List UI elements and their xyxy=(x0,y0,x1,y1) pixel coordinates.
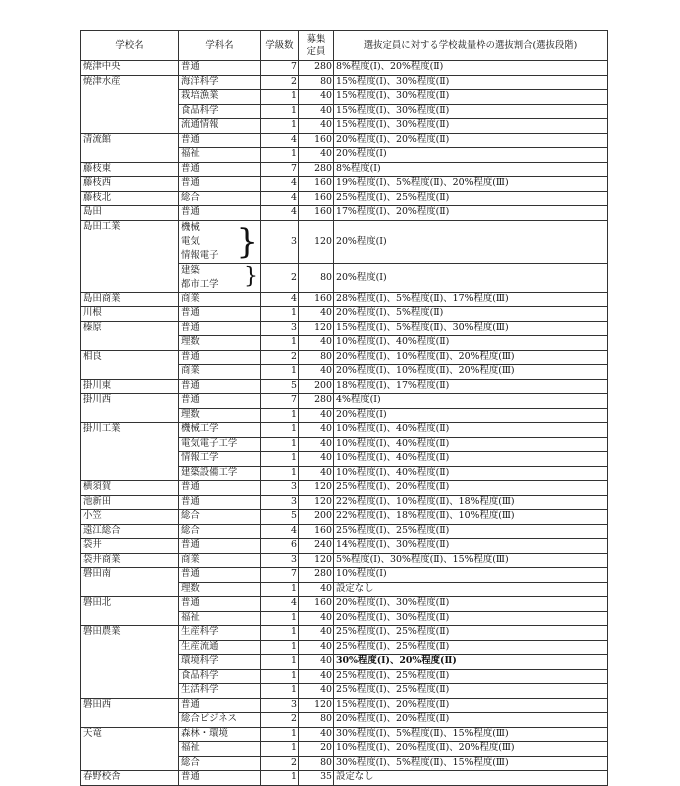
class-count: 4 xyxy=(261,191,299,206)
school-name xyxy=(81,437,179,452)
quota: 40 xyxy=(299,423,334,438)
school-name xyxy=(81,756,179,771)
table-row xyxy=(81,742,608,757)
school-name: 磐田農業 xyxy=(81,626,179,641)
quota: 40 xyxy=(299,119,334,134)
class-count: 4 xyxy=(261,524,299,539)
class-count: 3 xyxy=(261,698,299,713)
quota: 40 xyxy=(299,408,334,423)
table-row xyxy=(81,263,608,292)
class-count: 1 xyxy=(261,90,299,105)
dept-name: 情報電子 xyxy=(181,249,219,261)
header-school: 学校名 xyxy=(81,31,179,61)
table-row xyxy=(81,510,608,525)
rate: 25%程度(Ⅰ)、25%程度(Ⅱ) xyxy=(334,626,608,641)
class-count: 1 xyxy=(261,771,299,786)
school-name: 島田商業 xyxy=(81,292,179,307)
table-row xyxy=(81,119,608,134)
class-count: 1 xyxy=(261,307,299,322)
table-body-bottom xyxy=(81,292,608,785)
quota: 160 xyxy=(299,597,334,612)
rate: 30%程度(Ⅰ)、5%程度(Ⅱ)、15%程度(Ⅲ) xyxy=(334,727,608,742)
quota: 80 xyxy=(299,263,334,292)
rate: 25%程度(Ⅰ)、25%程度(Ⅱ) xyxy=(334,524,608,539)
quota: 40 xyxy=(299,582,334,597)
table-row xyxy=(81,568,608,583)
dept-name: 総合ビジネス xyxy=(179,713,261,728)
dept-group-a xyxy=(179,220,261,263)
dept-name: 商業 xyxy=(179,365,261,380)
school-name: 池新田 xyxy=(81,495,179,510)
header-quota: 募集 定員 xyxy=(299,31,334,61)
table-row xyxy=(81,771,608,786)
rate: 25%程度(Ⅰ)、25%程度(Ⅱ) xyxy=(334,669,608,684)
quota: 40 xyxy=(299,466,334,481)
table-row xyxy=(81,336,608,351)
table-row xyxy=(81,597,608,612)
school-name: 島田工業 xyxy=(81,220,179,263)
dept-name: 栽培漁業 xyxy=(179,90,261,105)
rate: 30%程度(Ⅰ)、5%程度(Ⅱ)、15%程度(Ⅲ) xyxy=(334,756,608,771)
quota: 40 xyxy=(299,727,334,742)
quota: 40 xyxy=(299,684,334,699)
rate: 25%程度(Ⅰ)、25%程度(Ⅱ) xyxy=(334,191,608,206)
table-row xyxy=(81,162,608,177)
class-count: 1 xyxy=(261,611,299,626)
rate: 28%程度(Ⅰ)、5%程度(Ⅱ)、17%程度(Ⅲ) xyxy=(334,292,608,307)
class-count: 4 xyxy=(261,292,299,307)
rate: 設定なし xyxy=(334,771,608,786)
table-row xyxy=(81,495,608,510)
table-row xyxy=(81,698,608,713)
quota: 120 xyxy=(299,698,334,713)
class-count: 1 xyxy=(261,452,299,467)
table-row xyxy=(81,350,608,365)
quota: 200 xyxy=(299,510,334,525)
quota: 280 xyxy=(299,61,334,76)
class-count: 3 xyxy=(261,321,299,336)
rate: 15%程度(Ⅰ)、5%程度(Ⅱ)、30%程度(Ⅲ) xyxy=(334,321,608,336)
quota: 280 xyxy=(299,394,334,409)
rate: 10%程度(Ⅰ)、40%程度(Ⅱ) xyxy=(334,452,608,467)
rate: 20%程度(Ⅰ)、30%程度(Ⅱ) xyxy=(334,597,608,612)
school-name xyxy=(81,582,179,597)
table-row xyxy=(81,292,608,307)
dept-name: 食品科学 xyxy=(179,104,261,119)
rate: 25%程度(Ⅰ)、25%程度(Ⅱ) xyxy=(334,640,608,655)
table-row xyxy=(81,727,608,742)
dept-name: 普通 xyxy=(179,350,261,365)
table-row xyxy=(81,191,608,206)
rate: 20%程度(Ⅰ)、20%程度(Ⅱ) xyxy=(334,133,608,148)
dept-name: 食品科学 xyxy=(179,669,261,684)
dept-name: 総合 xyxy=(179,756,261,771)
class-count: 7 xyxy=(261,61,299,76)
rate: 15%程度(Ⅰ)、20%程度(Ⅱ) xyxy=(334,698,608,713)
table-row xyxy=(81,611,608,626)
header-classes: 学級数 xyxy=(261,31,299,61)
dept-name: 普通 xyxy=(179,698,261,713)
dept-name: 普通 xyxy=(179,597,261,612)
quota: 160 xyxy=(299,524,334,539)
class-count: 1 xyxy=(261,466,299,481)
rate: 5%程度(Ⅰ)、30%程度(Ⅱ)、15%程度(Ⅲ) xyxy=(334,553,608,568)
dept-name: 流通情報 xyxy=(179,119,261,134)
class-count: 6 xyxy=(261,539,299,554)
dept-name: 機械 xyxy=(181,221,200,233)
class-count: 1 xyxy=(261,655,299,670)
table-row xyxy=(81,669,608,684)
quota: 160 xyxy=(299,133,334,148)
rate: 20%程度(Ⅰ)、30%程度(Ⅱ) xyxy=(334,611,608,626)
quota: 160 xyxy=(299,206,334,221)
rate: 15%程度(Ⅰ)、30%程度(Ⅱ) xyxy=(334,119,608,134)
school-name: 袋井商業 xyxy=(81,553,179,568)
school-name xyxy=(81,669,179,684)
class-count: 4 xyxy=(261,206,299,221)
table-row xyxy=(81,452,608,467)
rate: 30%程度(Ⅰ)、20%程度(Ⅱ) xyxy=(334,655,608,670)
table-row xyxy=(81,713,608,728)
class-count: 7 xyxy=(261,568,299,583)
rate: 19%程度(Ⅰ)、5%程度(Ⅱ)、20%程度(Ⅲ) xyxy=(334,177,608,192)
school-name: 相良 xyxy=(81,350,179,365)
class-count: 1 xyxy=(261,119,299,134)
rate: 15%程度(Ⅰ)、30%程度(Ⅱ) xyxy=(334,75,608,90)
table-row xyxy=(81,539,608,554)
dept-name: 生産流通 xyxy=(179,640,261,655)
class-count: 2 xyxy=(261,756,299,771)
table-row xyxy=(81,640,608,655)
rate: 22%程度(Ⅰ)、10%程度(Ⅱ)、18%程度(Ⅲ) xyxy=(334,495,608,510)
table-row xyxy=(81,408,608,423)
table-row xyxy=(81,90,608,105)
class-count: 4 xyxy=(261,133,299,148)
school-name xyxy=(81,713,179,728)
rate: 20%程度(Ⅰ) xyxy=(334,263,608,292)
dept-name: 森林・環境 xyxy=(179,727,261,742)
table-row xyxy=(81,148,608,163)
class-count: 2 xyxy=(261,350,299,365)
school-name: 島田 xyxy=(81,206,179,221)
rate: 20%程度(Ⅰ)、10%程度(Ⅱ)、20%程度(Ⅲ) xyxy=(334,365,608,380)
dept-name: 普通 xyxy=(179,177,261,192)
class-count: 1 xyxy=(261,365,299,380)
table-row xyxy=(81,437,608,452)
rate: 10%程度(Ⅰ) xyxy=(334,568,608,583)
dept-name: 情報工学 xyxy=(179,452,261,467)
dept-name: 生産科学 xyxy=(179,626,261,641)
dept-name: 商業 xyxy=(179,553,261,568)
table-row xyxy=(81,365,608,380)
school-name: 焼津水産 xyxy=(81,75,179,90)
table-body-top xyxy=(81,61,608,221)
quota: 35 xyxy=(299,771,334,786)
quota: 80 xyxy=(299,350,334,365)
quota: 40 xyxy=(299,655,334,670)
right-brace-icon: } xyxy=(236,221,258,262)
school-name xyxy=(81,90,179,105)
rate: 設定なし xyxy=(334,582,608,597)
dept-name: 電気電子工学 xyxy=(179,437,261,452)
table-row xyxy=(81,423,608,438)
quota: 20 xyxy=(299,742,334,757)
dept-name: 普通 xyxy=(179,162,261,177)
rate: 17%程度(Ⅰ)、20%程度(Ⅱ) xyxy=(334,206,608,221)
class-count: 1 xyxy=(261,640,299,655)
dept-name: 普通 xyxy=(179,481,261,496)
table-row xyxy=(81,206,608,221)
dept-name: 普通 xyxy=(179,568,261,583)
class-count: 1 xyxy=(261,423,299,438)
quota: 40 xyxy=(299,365,334,380)
class-count: 7 xyxy=(261,394,299,409)
rate: 18%程度(Ⅰ)、17%程度(Ⅱ) xyxy=(334,379,608,394)
table-row xyxy=(81,655,608,670)
class-count: 5 xyxy=(261,510,299,525)
class-count: 1 xyxy=(261,437,299,452)
quota: 280 xyxy=(299,162,334,177)
table-row xyxy=(81,582,608,597)
school-name: 掛川西 xyxy=(81,394,179,409)
quota: 280 xyxy=(299,568,334,583)
class-count: 2 xyxy=(261,713,299,728)
rate: 22%程度(Ⅰ)、18%程度(Ⅱ)、10%程度(Ⅲ) xyxy=(334,510,608,525)
dept-name: 建築 xyxy=(181,264,200,276)
quota: 80 xyxy=(299,756,334,771)
dept-name: 環境科学 xyxy=(179,655,261,670)
class-count: 1 xyxy=(261,669,299,684)
header-dept: 学科名 xyxy=(179,31,261,61)
table-row xyxy=(81,220,608,263)
table-row xyxy=(81,177,608,192)
table-row xyxy=(81,133,608,148)
shimada-kogyo-block xyxy=(81,220,608,292)
selection-ratio-table xyxy=(80,30,608,786)
rate: 8%程度(Ⅰ)、20%程度(Ⅱ) xyxy=(334,61,608,76)
rate: 20%程度(Ⅰ) xyxy=(334,220,608,263)
quota: 160 xyxy=(299,177,334,192)
school-name: 袋井 xyxy=(81,539,179,554)
dept-name: 普通 xyxy=(179,394,261,409)
rate: 20%程度(Ⅰ) xyxy=(334,408,608,423)
table-row xyxy=(81,321,608,336)
quota: 160 xyxy=(299,292,334,307)
rate: 20%程度(Ⅰ)、20%程度(Ⅱ) xyxy=(334,713,608,728)
rate: 20%程度(Ⅰ) xyxy=(334,148,608,163)
table-row xyxy=(81,466,608,481)
class-count: 1 xyxy=(261,727,299,742)
school-name xyxy=(81,640,179,655)
rate: 15%程度(Ⅰ)、30%程度(Ⅱ) xyxy=(334,104,608,119)
school-name xyxy=(81,611,179,626)
class-count: 1 xyxy=(261,742,299,757)
rate: 10%程度(Ⅰ)、20%程度(Ⅱ)、20%程度(Ⅲ) xyxy=(334,742,608,757)
class-count: 2 xyxy=(261,263,299,292)
dept-name: 普通 xyxy=(179,61,261,76)
school-name xyxy=(81,104,179,119)
school-name: 掛川東 xyxy=(81,379,179,394)
rate: 20%程度(Ⅰ)、5%程度(Ⅱ) xyxy=(334,307,608,322)
quota: 120 xyxy=(299,495,334,510)
header-row xyxy=(81,31,608,61)
rate: 10%程度(Ⅰ)、40%程度(Ⅱ) xyxy=(334,423,608,438)
class-count: 3 xyxy=(261,553,299,568)
class-count: 5 xyxy=(261,379,299,394)
quota: 240 xyxy=(299,539,334,554)
school-name xyxy=(81,466,179,481)
dept-name: 電気 xyxy=(181,235,200,247)
dept-name: 総合 xyxy=(179,191,261,206)
dept-name: 都市工学 xyxy=(181,278,219,290)
dept-name: 機械工学 xyxy=(179,423,261,438)
school-name: 藤枝東 xyxy=(81,162,179,177)
quota: 40 xyxy=(299,611,334,626)
quota: 80 xyxy=(299,713,334,728)
school-name xyxy=(81,148,179,163)
rate: 8%程度(Ⅰ) xyxy=(334,162,608,177)
school-name: 焼津中央 xyxy=(81,61,179,76)
table-row xyxy=(81,61,608,76)
rate: 4%程度(Ⅰ) xyxy=(334,394,608,409)
school-name: 磐田南 xyxy=(81,568,179,583)
dept-name: 理数 xyxy=(179,582,261,597)
quota: 40 xyxy=(299,336,334,351)
rate: 25%程度(Ⅰ)、25%程度(Ⅱ) xyxy=(334,684,608,699)
dept-name: 福祉 xyxy=(179,742,261,757)
dept-name: 普通 xyxy=(179,379,261,394)
school-name xyxy=(81,655,179,670)
quota: 80 xyxy=(299,75,334,90)
quota: 40 xyxy=(299,148,334,163)
school-name: 川根 xyxy=(81,307,179,322)
quota: 200 xyxy=(299,379,334,394)
class-count: 1 xyxy=(261,684,299,699)
rate: 20%程度(Ⅰ)、10%程度(Ⅱ)、20%程度(Ⅲ) xyxy=(334,350,608,365)
rate: 15%程度(Ⅰ)、30%程度(Ⅱ) xyxy=(334,90,608,105)
class-count: 1 xyxy=(261,582,299,597)
school-name xyxy=(81,452,179,467)
table-row xyxy=(81,481,608,496)
rate: 10%程度(Ⅰ)、40%程度(Ⅱ) xyxy=(334,466,608,481)
dept-name: 商業 xyxy=(179,292,261,307)
class-count: 2 xyxy=(261,75,299,90)
table-row xyxy=(81,379,608,394)
rate: 10%程度(Ⅰ)、40%程度(Ⅱ) xyxy=(334,336,608,351)
quota: 40 xyxy=(299,104,334,119)
class-count: 1 xyxy=(261,148,299,163)
dept-name: 普通 xyxy=(179,206,261,221)
header-rate: 選抜定員に対する学校裁量枠の選抜割合(選抜段階) xyxy=(334,31,608,61)
class-count: 1 xyxy=(261,626,299,641)
class-count: 4 xyxy=(261,177,299,192)
table-row xyxy=(81,553,608,568)
school-name: 掛川工業 xyxy=(81,423,179,438)
quota: 40 xyxy=(299,640,334,655)
rate: 25%程度(Ⅰ)、20%程度(Ⅱ) xyxy=(334,481,608,496)
dept-name: 福祉 xyxy=(179,611,261,626)
quota: 40 xyxy=(299,307,334,322)
dept-name: 建築設備工学 xyxy=(179,466,261,481)
school-name xyxy=(81,684,179,699)
dept-name: 理数 xyxy=(179,408,261,423)
table-row xyxy=(81,307,608,322)
school-name: 清流館 xyxy=(81,133,179,148)
quota: 40 xyxy=(299,452,334,467)
school-name: 磐田北 xyxy=(81,597,179,612)
class-count: 3 xyxy=(261,495,299,510)
dept-name: 生活科学 xyxy=(179,684,261,699)
dept-name: 普通 xyxy=(179,133,261,148)
table-row xyxy=(81,75,608,90)
school-name: 榛原 xyxy=(81,321,179,336)
school-name: 藤枝北 xyxy=(81,191,179,206)
table-row xyxy=(81,524,608,539)
quota: 40 xyxy=(299,437,334,452)
table-row xyxy=(81,394,608,409)
quota: 40 xyxy=(299,626,334,641)
dept-name: 普通 xyxy=(179,321,261,336)
class-count: 4 xyxy=(261,597,299,612)
quota: 120 xyxy=(299,321,334,336)
school-name xyxy=(81,365,179,380)
class-count: 1 xyxy=(261,408,299,423)
class-count: 3 xyxy=(261,220,299,263)
dept-name: 普通 xyxy=(179,539,261,554)
school-name xyxy=(81,408,179,423)
school-name: 小笠 xyxy=(81,510,179,525)
table-row xyxy=(81,626,608,641)
table-row xyxy=(81,104,608,119)
dept-name: 福祉 xyxy=(179,148,261,163)
quota: 40 xyxy=(299,669,334,684)
dept-name: 海洋科学 xyxy=(179,75,261,90)
school-name: 藤枝西 xyxy=(81,177,179,192)
rate: 10%程度(Ⅰ)、40%程度(Ⅱ) xyxy=(334,437,608,452)
school-name xyxy=(81,336,179,351)
dept-group-b xyxy=(179,263,261,292)
school-name-empty xyxy=(81,263,179,292)
school-name: 天竜 xyxy=(81,727,179,742)
dept-name: 普通 xyxy=(179,495,261,510)
class-count: 7 xyxy=(261,162,299,177)
quota: 120 xyxy=(299,481,334,496)
dept-name: 総合 xyxy=(179,524,261,539)
dept-name: 普通 xyxy=(179,771,261,786)
dept-name: 総合 xyxy=(179,510,261,525)
quota: 160 xyxy=(299,191,334,206)
school-name: 横須賀 xyxy=(81,481,179,496)
school-name: 春野校舎 xyxy=(81,771,179,786)
school-name: 遠江総合 xyxy=(81,524,179,539)
school-name xyxy=(81,119,179,134)
rate: 14%程度(Ⅰ)、30%程度(Ⅱ) xyxy=(334,539,608,554)
dept-name: 普通 xyxy=(179,307,261,322)
quota: 40 xyxy=(299,90,334,105)
class-count: 1 xyxy=(261,336,299,351)
school-name xyxy=(81,742,179,757)
quota: 120 xyxy=(299,553,334,568)
right-brace-icon: } xyxy=(244,263,258,289)
class-count: 1 xyxy=(261,104,299,119)
class-count: 3 xyxy=(261,481,299,496)
table-row xyxy=(81,684,608,699)
quota: 120 xyxy=(299,220,334,263)
school-name: 磐田西 xyxy=(81,698,179,713)
table-row xyxy=(81,756,608,771)
dept-name: 理数 xyxy=(179,336,261,351)
